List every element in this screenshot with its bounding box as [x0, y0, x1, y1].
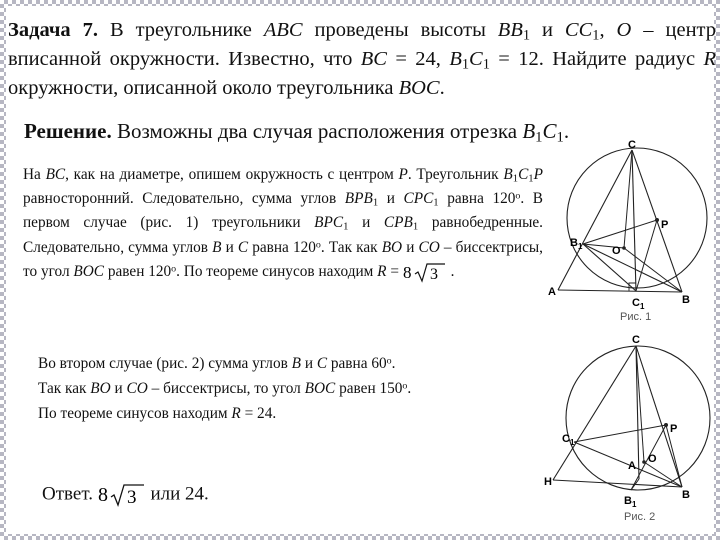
- fig1-segment-bo: [624, 248, 682, 292]
- case-2-line-2: Так как BO и CO – биссектрисы, то угол BOC равен 150$^o$.: [38, 380, 412, 397]
- fig2-label-b: B: [682, 489, 690, 501]
- fig1-label-a: A: [548, 286, 556, 298]
- fig2-label-o: O: [648, 453, 657, 465]
- fig1-label-c1: $C_1$: [632, 297, 645, 311]
- slide: [6, 6, 717, 534]
- fig1-segment-c1p: [636, 220, 657, 291]
- case-1-text: На BC, как на диаметре, опишем окружность с центром P. Треугольник $B_1C_1P$ равносторонний. Следовательно, сумма углов $BPB_1$ и $CPC_1$ равна 120$^o$. В первом случае (рис. 1) треугольники $BPC_1$ и $CPB_1$ равнобедренные. Следовательно, сумма углов B и C равна 120$^o$. Так как BO и CO – биссектрисы, то угол BOC равен 120$^o$. По теореме синусов находим R = 8 3 .: [23, 166, 544, 284]
- formula-radicand: 3: [429, 266, 438, 284]
- fig1-label-p: P: [661, 219, 669, 231]
- answer-formula-8-root-3: [98, 482, 146, 508]
- fig2-label-c1: $C_1$: [562, 433, 575, 447]
- problem-label: Задача 7.: [8, 19, 99, 41]
- figure-1: [540, 140, 716, 330]
- fig1-label-c: C: [628, 140, 636, 151]
- fig1-label-o: O: [612, 245, 621, 257]
- fig2-label-p: P: [670, 423, 678, 435]
- fig1-label-b: B: [682, 294, 690, 306]
- fig1-segment-co: [624, 150, 632, 248]
- fig2-label-a: A: [628, 460, 636, 472]
- fig1-circle: [567, 148, 707, 288]
- fig2-label-c: C: [632, 334, 640, 346]
- fig2-label-h: H: [544, 476, 552, 488]
- fig2-base-line: [553, 480, 682, 487]
- figure-2: [536, 332, 716, 532]
- answer-line: Ответ. 8 3 или 24.: [42, 483, 209, 508]
- fig2-point-p: [664, 423, 668, 427]
- case-2-line-3: По теореме синусов находим R = 24.: [38, 405, 277, 422]
- formula-8-root-3: [403, 261, 447, 283]
- fig2-caption: Рис. 2: [624, 511, 656, 523]
- fig1-point-p: [655, 218, 659, 222]
- fig2-altitude-ch: [553, 346, 636, 480]
- fig1-caption: Рис. 1: [620, 311, 652, 323]
- fig2-point-o: [642, 460, 646, 464]
- solution-heading: Решение. Возможны два случая расположения отрезка $B_1C_1$.: [24, 119, 570, 146]
- solution-label: Решение.: [24, 119, 112, 143]
- case-2-text: [38, 351, 558, 426]
- fig1-side-ac: [558, 150, 632, 290]
- answer-formula-radicand: 3: [126, 487, 137, 508]
- fig1-point-o: [622, 246, 626, 250]
- answer-label: Ответ.: [42, 483, 93, 505]
- fig1-base-line: [558, 290, 682, 292]
- answer-formula-coefficient: 8: [97, 484, 108, 506]
- problem-statement: Задача 7. В треугольнике ABC проведены высоты $BB_1$ и $CC_1$, O – центр вписанной окружности. Известно, что BC = 24, $B_1C_1 = 12$. Найдите радиус R окружности, описанной около треугольника BOC.: [8, 19, 717, 99]
- fig2-side-cb: [636, 346, 682, 487]
- fig2-segment-c1p: [574, 425, 666, 442]
- fig2-label-b1: $B_1$: [624, 495, 637, 509]
- formula-coefficient: 8: [402, 263, 412, 283]
- case-2-line-1: Во втором случае (рис. 2) сумма углов B и C равна 60$^o$.: [38, 355, 396, 372]
- fig1-label-b1: $B_1$: [570, 237, 583, 251]
- fig1-segment-b1p: [583, 220, 657, 244]
